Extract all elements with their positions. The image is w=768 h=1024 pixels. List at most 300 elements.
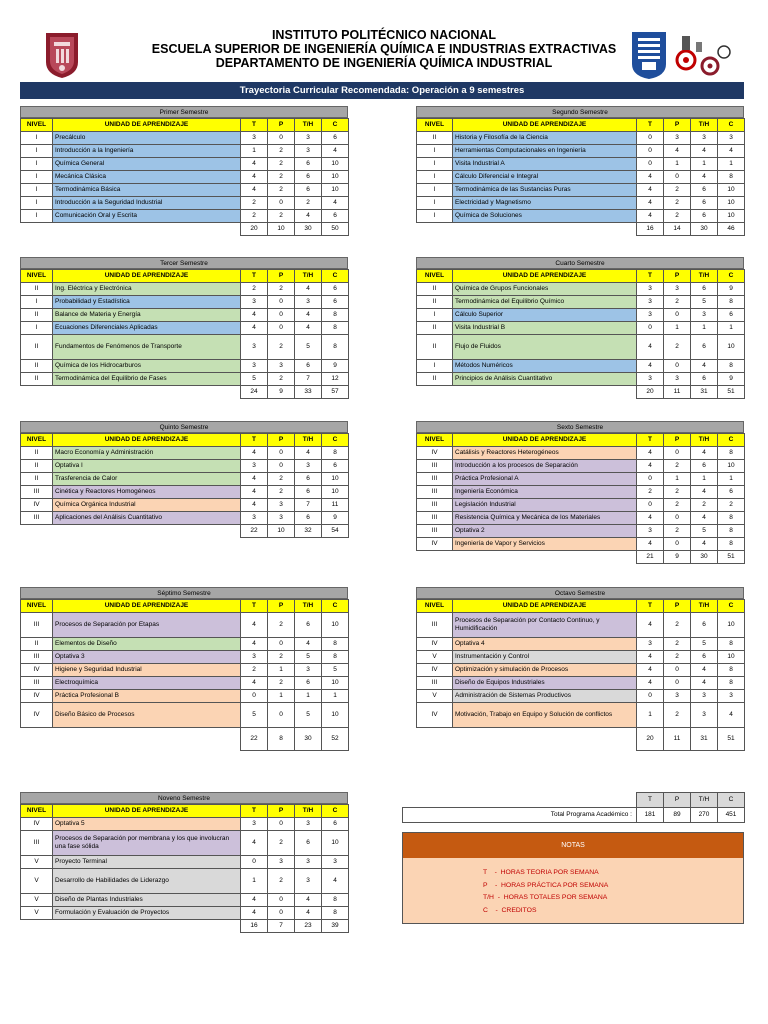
- header-unidad: UNIDAD DE APRENDIZAJE: [453, 434, 637, 447]
- c-cell: 8: [322, 651, 349, 664]
- header-p: P: [664, 600, 691, 613]
- header-c: C: [322, 119, 349, 132]
- header-th: T/H: [691, 434, 718, 447]
- c-cell: 8: [718, 296, 745, 309]
- c-cell: 10: [322, 677, 349, 690]
- p-cell: 3: [664, 132, 691, 145]
- course-name: Herramientas Computacionales en Ingeniería: [453, 145, 637, 158]
- header-p: P: [268, 119, 295, 132]
- course-name: Química General: [53, 158, 241, 171]
- th-cell: 3: [691, 309, 718, 322]
- semester-title: Quinto Semestre: [20, 421, 348, 433]
- semester-title: Sexto Semestre: [416, 421, 744, 433]
- total-p: 8: [268, 728, 295, 751]
- nivel-cell: I: [417, 158, 453, 171]
- header-th: T/H: [295, 805, 322, 818]
- th-cell: 6: [295, 158, 322, 171]
- t-cell: 0: [637, 690, 664, 703]
- table-row: [417, 460, 745, 473]
- semester-1-table: [20, 106, 348, 236]
- t-cell: 3: [241, 512, 268, 525]
- total-p: 10: [268, 525, 295, 538]
- p-cell: 2: [664, 651, 691, 664]
- th-cell: 6: [295, 512, 322, 525]
- nivel-cell: I: [417, 145, 453, 158]
- nivel-cell: II: [21, 309, 53, 322]
- total-th: 270: [691, 808, 718, 823]
- nivel-cell: III: [21, 831, 53, 856]
- table-row: [417, 145, 745, 158]
- nivel-cell: I: [21, 145, 53, 158]
- header-nivel: NIVEL: [21, 119, 53, 132]
- course-name: Formulación y Evaluación de Proyectos: [53, 907, 241, 920]
- th-cell: 1: [691, 473, 718, 486]
- c-cell: 8: [322, 447, 349, 460]
- total-th: 31: [691, 728, 718, 751]
- course-name: Principios de Análisis Cuantitativo: [453, 373, 637, 386]
- t-cell: 0: [637, 158, 664, 171]
- nivel-cell: II: [417, 322, 453, 335]
- notes-title: NOTAS: [403, 833, 743, 858]
- p-cell: 3: [664, 373, 691, 386]
- c-cell: 10: [322, 184, 349, 197]
- c-cell: 6: [322, 210, 349, 223]
- semester-3-table: [20, 257, 348, 399]
- c-cell: 10: [718, 460, 745, 473]
- c-cell: 9: [718, 373, 745, 386]
- totals-row: [21, 728, 349, 751]
- course-name: Electricidad y Magnetismo: [453, 197, 637, 210]
- course-name: Elementos de Diseño: [53, 638, 241, 651]
- p-cell: 0: [268, 296, 295, 309]
- p-cell: 0: [664, 677, 691, 690]
- nivel-cell: II: [21, 373, 53, 386]
- course-name: Cálculo Superior: [453, 309, 637, 322]
- course-name: Práctica Profesional A: [453, 473, 637, 486]
- c-cell: 8: [322, 309, 349, 322]
- header-c: C: [322, 805, 349, 818]
- p-cell: 2: [664, 197, 691, 210]
- course-name: Catálisis y Reactores Heterogéneos: [453, 447, 637, 460]
- header-c: C: [718, 600, 745, 613]
- course-name: Termodinámica de las Sustancias Puras: [453, 184, 637, 197]
- t-cell: 3: [241, 132, 268, 145]
- p-cell: 0: [664, 309, 691, 322]
- nivel-cell: I: [21, 210, 53, 223]
- department-name: DEPARTAMENTO DE INGENIERÍA QUÍMICA INDUSTRIAL: [215, 56, 553, 70]
- table-row: [21, 486, 349, 499]
- c-cell: 10: [718, 651, 745, 664]
- p-cell: 3: [664, 690, 691, 703]
- th-cell: 4: [295, 210, 322, 223]
- header-th: T/H: [691, 793, 718, 808]
- totals-row: [417, 551, 745, 564]
- t-cell: 1: [637, 703, 664, 728]
- header-p: P: [664, 434, 691, 447]
- course-name: Optativa 2: [453, 525, 637, 538]
- header-t: T: [241, 119, 268, 132]
- p-cell: 2: [664, 460, 691, 473]
- program-total-table: [402, 792, 744, 823]
- nivel-cell: III: [417, 525, 453, 538]
- c-cell: 10: [322, 831, 349, 856]
- c-cell: 4: [322, 197, 349, 210]
- table-row: [417, 322, 745, 335]
- course-name: Diseño Básico de Procesos: [53, 703, 241, 728]
- t-cell: 2: [637, 486, 664, 499]
- t-cell: 4: [241, 171, 268, 184]
- esiqie-logo-icon: [630, 30, 734, 80]
- th-cell: 3: [295, 869, 322, 894]
- t-cell: 3: [637, 638, 664, 651]
- p-cell: 2: [664, 210, 691, 223]
- nivel-cell: IV: [417, 538, 453, 551]
- header-nivel: NIVEL: [21, 805, 53, 818]
- table-row: [21, 283, 349, 296]
- p-cell: 2: [268, 869, 295, 894]
- t-cell: 4: [241, 638, 268, 651]
- total-th: 31: [691, 386, 718, 399]
- th-cell: 6: [691, 373, 718, 386]
- p-cell: 2: [664, 703, 691, 728]
- course-name: Ingeniería Económica: [453, 486, 637, 499]
- header-t: T: [241, 270, 268, 283]
- t-cell: 2: [241, 283, 268, 296]
- course-name: Electroquímica: [53, 677, 241, 690]
- header-p: P: [268, 434, 295, 447]
- p-cell: 2: [268, 677, 295, 690]
- table-row: [21, 856, 349, 869]
- p-cell: 2: [268, 651, 295, 664]
- c-cell: 10: [322, 703, 349, 728]
- table-row: [417, 335, 745, 360]
- c-cell: 10: [718, 613, 745, 638]
- course-name: Resistencia Química y Mecánica de los Materiales: [453, 512, 637, 525]
- course-name: Legislación Industrial: [453, 499, 637, 512]
- header-c: C: [322, 600, 349, 613]
- p-cell: 2: [664, 486, 691, 499]
- header-nivel: NIVEL: [417, 270, 453, 283]
- t-cell: 2: [241, 197, 268, 210]
- th-cell: 4: [295, 894, 322, 907]
- c-cell: 10: [322, 486, 349, 499]
- c-cell: 6: [322, 296, 349, 309]
- course-name: Optativa 5: [53, 818, 241, 831]
- semester-8-table: [416, 587, 744, 751]
- t-cell: 4: [637, 677, 664, 690]
- column-header-row: [417, 434, 745, 447]
- t-cell: 4: [241, 322, 268, 335]
- th-cell: 4: [295, 638, 322, 651]
- th-cell: 5: [691, 296, 718, 309]
- column-header-row: [21, 805, 349, 818]
- total-p: 89: [664, 808, 691, 823]
- p-cell: 0: [664, 538, 691, 551]
- th-cell: 3: [295, 818, 322, 831]
- t-cell: 4: [241, 309, 268, 322]
- p-cell: 1: [664, 322, 691, 335]
- t-cell: 4: [241, 486, 268, 499]
- c-cell: 8: [322, 335, 349, 360]
- c-cell: 1: [718, 158, 745, 171]
- course-name: Macro Economía y Administración: [53, 447, 241, 460]
- p-cell: 2: [664, 184, 691, 197]
- totals-row: [21, 525, 349, 538]
- c-cell: 8: [718, 447, 745, 460]
- c-cell: 2: [718, 499, 745, 512]
- t-cell: 2: [241, 210, 268, 223]
- course-name: Optativa I: [53, 460, 241, 473]
- semester-title: Octavo Semestre: [416, 587, 744, 599]
- p-cell: 3: [268, 499, 295, 512]
- course-name: Probabilidad y Estadística: [53, 296, 241, 309]
- course-name: Termodinámica del Equilibrio de Fases: [53, 373, 241, 386]
- p-cell: 0: [664, 512, 691, 525]
- th-cell: 5: [691, 638, 718, 651]
- t-cell: 4: [637, 664, 664, 677]
- nivel-cell: III: [21, 677, 53, 690]
- nivel-cell: II: [417, 283, 453, 296]
- nivel-cell: IV: [417, 664, 453, 677]
- th-cell: 3: [295, 132, 322, 145]
- th-cell: 2: [295, 197, 322, 210]
- th-cell: 4: [295, 322, 322, 335]
- t-cell: 4: [241, 473, 268, 486]
- note-item: P - HORAS PRÁCTICA POR SEMANA: [483, 881, 609, 889]
- th-cell: 5: [691, 525, 718, 538]
- th-cell: 6: [295, 613, 322, 638]
- header-th: T/H: [295, 119, 322, 132]
- course-name: Cálculo Diferencial e Integral: [453, 171, 637, 184]
- course-name: Química Orgánica Industrial: [53, 499, 241, 512]
- p-cell: 3: [268, 360, 295, 373]
- semester-title: Segundo Semestre: [416, 106, 744, 118]
- semester-title: Primer Semestre: [20, 106, 348, 118]
- header-t: T: [637, 434, 664, 447]
- table-row: [417, 613, 745, 638]
- column-header-row: [21, 600, 349, 613]
- course-name: Termodinámica Básica: [53, 184, 241, 197]
- p-cell: 2: [664, 296, 691, 309]
- table-row: [417, 538, 745, 551]
- t-cell: 5: [241, 703, 268, 728]
- t-cell: 4: [241, 907, 268, 920]
- t-cell: 0: [637, 145, 664, 158]
- nivel-cell: I: [417, 210, 453, 223]
- th-cell: 4: [691, 486, 718, 499]
- course-name: Introducción a la Ingeniería: [53, 145, 241, 158]
- table-row: [21, 373, 349, 386]
- table-row: [417, 309, 745, 322]
- table-row: [417, 171, 745, 184]
- nivel-cell: IV: [21, 703, 53, 728]
- nivel-cell: III: [21, 486, 53, 499]
- nivel-cell: IV: [417, 703, 453, 728]
- th-cell: 6: [295, 486, 322, 499]
- c-cell: 8: [718, 664, 745, 677]
- nivel-cell: II: [21, 460, 53, 473]
- table-row: [21, 894, 349, 907]
- header-t: T: [637, 119, 664, 132]
- table-row: [21, 184, 349, 197]
- nivel-cell: II: [417, 296, 453, 309]
- total-p: 11: [664, 386, 691, 399]
- p-cell: 0: [268, 907, 295, 920]
- c-cell: 8: [718, 677, 745, 690]
- th-cell: 1: [691, 158, 718, 171]
- course-name: Higiene y Seguridad Industrial: [53, 664, 241, 677]
- table-row: [21, 210, 349, 223]
- c-cell: 8: [718, 638, 745, 651]
- course-name: Práctica Profesional B: [53, 690, 241, 703]
- th-cell: 3: [295, 145, 322, 158]
- p-cell: 1: [268, 664, 295, 677]
- header-c: C: [718, 119, 745, 132]
- nivel-cell: III: [417, 613, 453, 638]
- th-cell: 6: [691, 210, 718, 223]
- nivel-cell: V: [21, 869, 53, 894]
- institute-name: INSTITUTO POLITÉCNICO NACIONAL: [271, 28, 497, 42]
- total-c: 51: [718, 551, 745, 564]
- total-label: Total Programa Académico :: [403, 808, 637, 823]
- header-c: C: [718, 434, 745, 447]
- header-p: P: [664, 119, 691, 132]
- nivel-cell: I: [21, 184, 53, 197]
- c-cell: 8: [718, 525, 745, 538]
- th-cell: 6: [691, 197, 718, 210]
- t-cell: 0: [637, 322, 664, 335]
- p-cell: 0: [268, 894, 295, 907]
- th-cell: 4: [691, 677, 718, 690]
- p-cell: 0: [268, 132, 295, 145]
- table-row: [21, 296, 349, 309]
- p-cell: 0: [268, 460, 295, 473]
- nivel-cell: III: [21, 613, 53, 638]
- column-header-row: [417, 270, 745, 283]
- header-nivel: NIVEL: [417, 600, 453, 613]
- th-cell: 4: [691, 447, 718, 460]
- p-cell: 0: [664, 447, 691, 460]
- c-cell: 3: [718, 132, 745, 145]
- th-cell: 4: [295, 309, 322, 322]
- course-name: Optimización y simulación de Procesos: [453, 664, 637, 677]
- c-cell: 8: [322, 638, 349, 651]
- p-cell: 2: [268, 486, 295, 499]
- table-row: [21, 197, 349, 210]
- total-t: 20: [241, 223, 268, 236]
- c-cell: 8: [718, 360, 745, 373]
- c-cell: 10: [322, 158, 349, 171]
- header-nivel: NIVEL: [21, 270, 53, 283]
- th-cell: 6: [691, 460, 718, 473]
- total-c: 57: [322, 386, 349, 399]
- course-name: Procesos de Separación por membrana y los que involucran una fase sólida: [53, 831, 241, 856]
- header-t: T: [241, 600, 268, 613]
- nivel-cell: II: [417, 373, 453, 386]
- header-nivel: NIVEL: [417, 434, 453, 447]
- c-cell: 1: [718, 322, 745, 335]
- th-cell: 2: [691, 499, 718, 512]
- table-row: [417, 703, 745, 728]
- t-cell: 1: [241, 869, 268, 894]
- p-cell: 2: [664, 613, 691, 638]
- nivel-cell: IV: [21, 664, 53, 677]
- table-row: [417, 512, 745, 525]
- nivel-cell: III: [417, 677, 453, 690]
- c-cell: 5: [322, 664, 349, 677]
- total-t: 21: [637, 551, 664, 564]
- t-cell: 4: [241, 831, 268, 856]
- p-cell: 0: [664, 360, 691, 373]
- table-row: [21, 703, 349, 728]
- total-c: 54: [322, 525, 349, 538]
- header-unidad: UNIDAD DE APRENDIZAJE: [53, 805, 241, 818]
- t-cell: 4: [637, 512, 664, 525]
- th-cell: 4: [691, 360, 718, 373]
- course-name: Instrumentación y Control: [453, 651, 637, 664]
- header-unidad: UNIDAD DE APRENDIZAJE: [53, 119, 241, 132]
- totals-row: [21, 920, 349, 933]
- totals-row: [417, 728, 745, 751]
- nivel-cell: II: [21, 638, 53, 651]
- c-cell: 6: [322, 132, 349, 145]
- header-c: C: [322, 434, 349, 447]
- course-name: Visita Industrial B: [453, 322, 637, 335]
- table-row: [21, 651, 349, 664]
- course-name: Flujo de Fluidos: [453, 335, 637, 360]
- nivel-cell: III: [417, 512, 453, 525]
- t-cell: 0: [241, 690, 268, 703]
- c-cell: 4: [322, 145, 349, 158]
- nivel-cell: V: [21, 894, 53, 907]
- c-cell: 8: [718, 512, 745, 525]
- c-cell: 6: [322, 283, 349, 296]
- table-row: [417, 296, 745, 309]
- c-cell: 1: [718, 473, 745, 486]
- total-th: 30: [691, 223, 718, 236]
- th-cell: 5: [295, 703, 322, 728]
- th-cell: 6: [295, 171, 322, 184]
- semester-4-table: [416, 257, 744, 399]
- course-name: Cinética y Reactores Homogéneos: [53, 486, 241, 499]
- header-unidad: UNIDAD DE APRENDIZAJE: [453, 270, 637, 283]
- total-c: 51: [718, 386, 745, 399]
- header-p: P: [268, 270, 295, 283]
- t-cell: 4: [637, 171, 664, 184]
- nivel-cell: III: [417, 473, 453, 486]
- nivel-cell: III: [21, 512, 53, 525]
- t-cell: 4: [241, 499, 268, 512]
- p-cell: 0: [268, 818, 295, 831]
- nivel-cell: II: [21, 473, 53, 486]
- note-item: T - HORAS TEORIA POR SEMANA: [483, 869, 599, 876]
- c-cell: 12: [322, 373, 349, 386]
- semester-title: Tercer Semestre: [20, 257, 348, 269]
- total-c: 39: [322, 920, 349, 933]
- nivel-cell: I: [417, 171, 453, 184]
- th-cell: 3: [691, 703, 718, 728]
- header-p: P: [268, 805, 295, 818]
- t-cell: 3: [241, 818, 268, 831]
- c-cell: 4: [718, 145, 745, 158]
- nivel-cell: III: [21, 651, 53, 664]
- t-cell: 1: [241, 145, 268, 158]
- semester-title: Cuarto Semestre: [416, 257, 744, 269]
- note-item: C - CREDITOS: [483, 906, 537, 914]
- c-cell: 8: [322, 894, 349, 907]
- th-cell: 3: [295, 856, 322, 869]
- total-values-row: [403, 808, 745, 823]
